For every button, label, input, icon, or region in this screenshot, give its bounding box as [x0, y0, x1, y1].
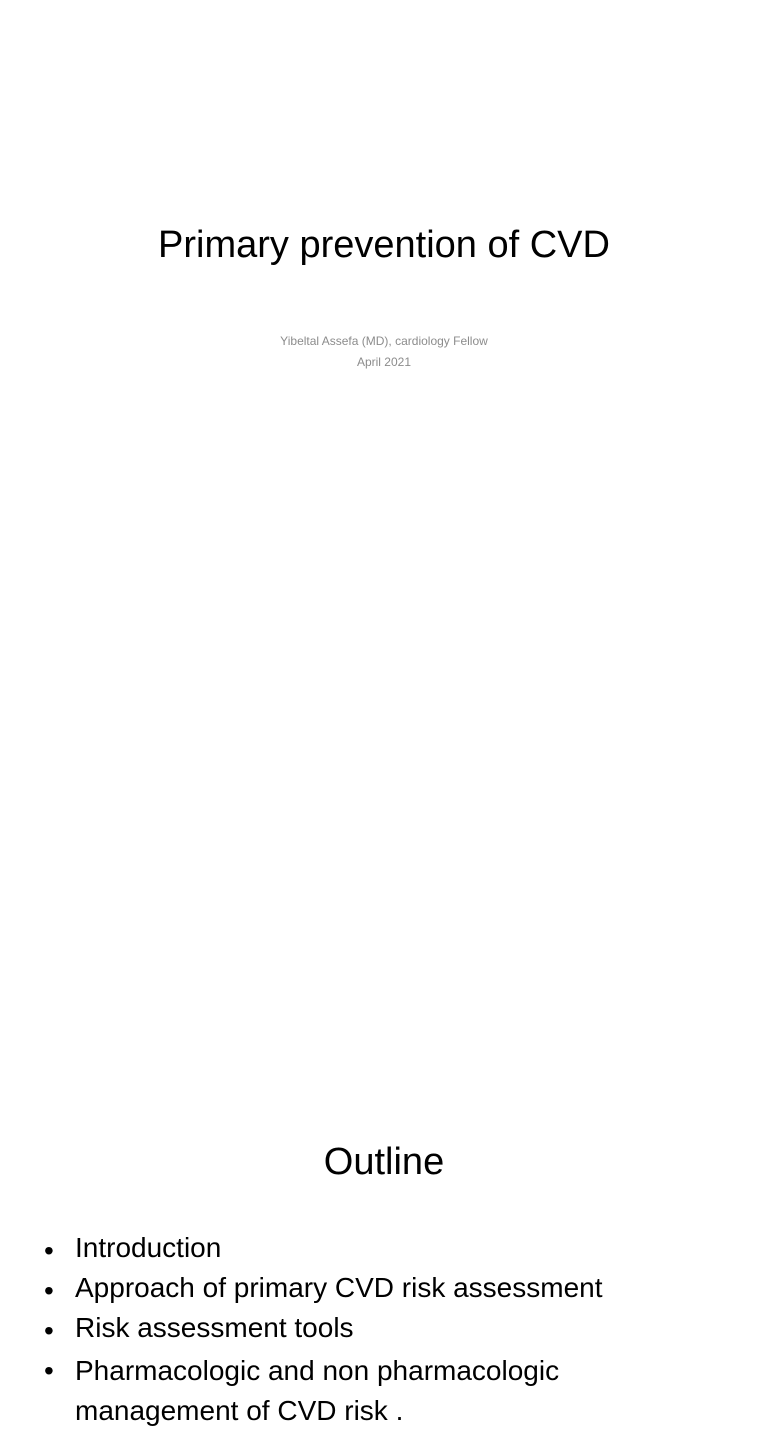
outline-title: Outline [323, 1141, 445, 1183]
slide-title: Primary prevention of CVD [158, 224, 610, 266]
bullet-icon: • [44, 1355, 54, 1386]
outline-item [44, 1348, 734, 1431]
outline-item-text: Introduction [75, 1232, 222, 1263]
slide-subtitle [0, 331, 768, 373]
outline-item [44, 1268, 734, 1308]
bullet-icon: • [44, 1235, 54, 1266]
outline-item-text: management of CVD risk . [75, 1395, 404, 1426]
outline-item [44, 1228, 734, 1268]
outline-item-text: Risk assessment tools [75, 1312, 354, 1343]
date-line: April 2021 [356, 355, 412, 369]
bullet-icon: • [44, 1315, 54, 1346]
outline-item-text: Pharmacologic and non pharmacologic [75, 1355, 560, 1386]
outline-slide [0, 512, 768, 1426]
outline-list [44, 1228, 734, 1431]
outline-item [44, 1308, 734, 1348]
bullet-icon: • [44, 1275, 54, 1306]
title-slide [0, 0, 768, 512]
outline-item-text: Approach of primary CVD risk assessment [75, 1272, 603, 1303]
author-line: Yibeltal Assefa (MD), cardiology Fellow [280, 334, 488, 348]
